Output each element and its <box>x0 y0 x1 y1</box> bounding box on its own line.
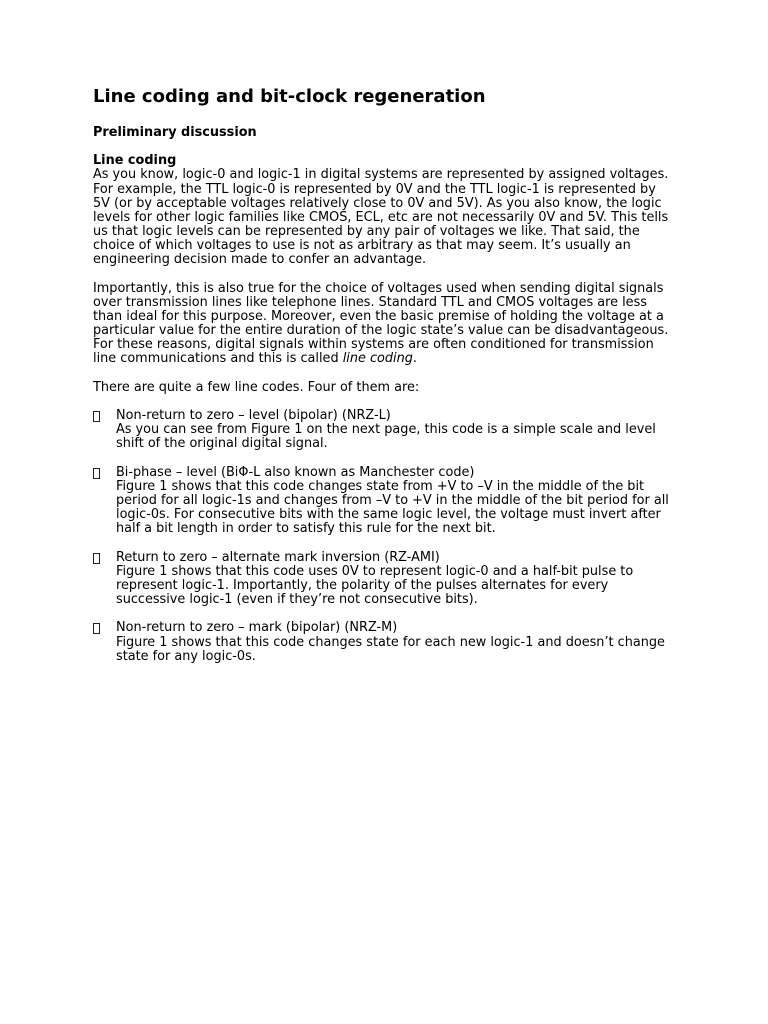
line-code-description-line: state for any logic-0s. <box>116 648 256 664</box>
bullet-icon <box>93 411 100 422</box>
emphasized-term: line coding <box>342 351 413 367</box>
line-code-item <box>93 409 693 451</box>
line-code-description-line: Figure 1 shows that this code changes state for each new logic-1 and doesn’t change <box>116 634 665 650</box>
line-code-item <box>93 621 693 663</box>
paragraph-line <box>93 352 693 366</box>
line-code-description-line: logic-0s. For consecutive bits with the same logic level, the voltage must invert after <box>116 507 661 523</box>
blank-line <box>93 140 693 154</box>
paragraph-text: line communications and this is called <box>93 351 343 367</box>
line-code-description-line: period for all logic-1s and changes from –V to +V in the middle of the bit period for all <box>116 492 669 508</box>
paragraph-line: us that logic levels can be represented by any pair of voltages we like. That said, the <box>93 223 640 239</box>
line-code-name: Non-return to zero – mark (bipolar) (NRZ-M) <box>116 620 398 636</box>
line-code-description-line: Figure 1 shows that this code uses 0V to represent logic-0 and a half-bit pulse to <box>116 563 634 579</box>
list-intro: There are quite a few line codes. Four of them are: <box>93 379 420 395</box>
paragraph-line: For these reasons, digital signals within systems are often conditioned for transmission <box>93 337 654 353</box>
blank-line <box>93 536 693 550</box>
blank-line <box>93 607 693 621</box>
paragraph-line: over transmission lines like telephone lines. Standard TTL and CMOS voltages are less <box>93 294 647 310</box>
paragraph-line: engineering decision made to confer an advantage. <box>93 252 427 268</box>
paragraph-line: particular value for the entire duration of the logic state’s value can be disadvantageous. <box>93 323 669 339</box>
blank-line <box>93 367 693 381</box>
line-code-name: Non-return to zero – level (bipolar) (NRZ-L) <box>116 408 391 424</box>
line-code-description-line: Figure 1 shows that this code changes state from +V to –V in the middle of the bit <box>116 478 645 494</box>
line-code-item <box>93 466 693 537</box>
document-title: Line coding and bit-clock regeneration <box>93 86 486 107</box>
paragraph-text: . <box>412 351 417 367</box>
paragraph-line: 5V (or by acceptable voltages relatively close to 0V and 5V). As you also know, the logic <box>93 195 662 211</box>
blank-line <box>93 395 693 409</box>
line-code-item <box>93 551 693 608</box>
line-code-description-line: successive logic-1 (even if they’re not consecutive bits). <box>116 592 478 608</box>
line-code-description-line: half a bit length in order to satisfy this rule for the next bit. <box>116 521 496 537</box>
paragraph-2 <box>93 282 693 367</box>
bullet-icon <box>93 623 100 634</box>
paragraph-1 <box>93 168 693 267</box>
bullet-icon <box>93 468 100 479</box>
line-code-description-line: shift of the original digital signal. <box>116 436 328 452</box>
bullet-icon <box>93 553 100 564</box>
paragraph-line: As you know, logic-0 and logic-1 in digital systems are represented by assigned voltages. <box>93 167 669 183</box>
line-code-name: Bi-phase – level (BiΦ-L also known as Manchester code) <box>116 464 475 480</box>
paragraph-line: choice of which voltages to use is not as arbitrary as that may seem. It’s usually an <box>93 238 631 254</box>
section-heading: Preliminary discussion <box>93 124 257 140</box>
blank-line <box>93 267 693 281</box>
line-code-description-line: As you can see from Figure 1 on the next page, this code is a simple scale and level <box>116 422 656 438</box>
blank-line <box>93 451 693 465</box>
paragraph-line: For example, the TTL logic-0 is represented by 0V and the TTL logic-1 is represented by <box>93 181 656 197</box>
line-code-name: Return to zero – alternate mark inversion (RZ-AMI) <box>116 549 440 565</box>
paragraph-line: than ideal for this purpose. Moreover, even the basic premise of holding the voltage at a <box>93 308 664 324</box>
paragraph-line: levels for other logic families like CMOS, ECL, etc are not necessarily 0V and 5V. This tells <box>93 209 669 225</box>
paragraph-line: Importantly, this is also true for the choice of voltages used when sending digital signals <box>93 280 664 296</box>
line-code-description-line: represent logic-1. Importantly, the polarity of the pulses alternates for every <box>116 577 609 593</box>
document-body <box>93 126 693 664</box>
subsection-heading: Line coding <box>93 153 177 169</box>
